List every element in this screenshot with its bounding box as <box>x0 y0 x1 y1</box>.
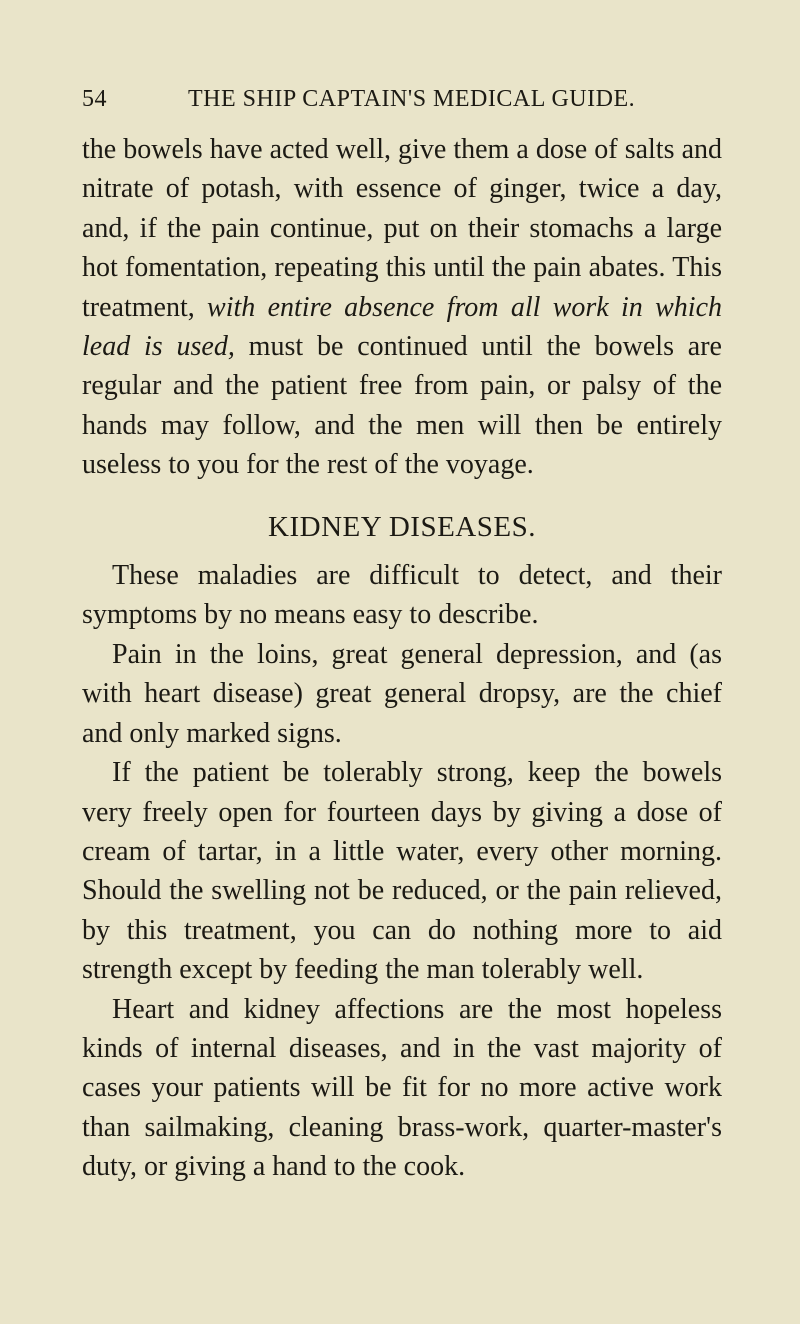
paragraph-text: the bowels have acted well, give them a dose of salts and nitrate of potash, with essence of ginger, twice a day, and, if the pain continue, put on their stomachs a large hot fomentation, repeating this until the pain abates. This treatment, <box>82 134 722 323</box>
italic-emphasis: with entire absence from all work in which lead is used, <box>82 291 722 363</box>
page-number: 54 <box>82 86 107 112</box>
running-head-title: THE SHIP CAPTAIN'S MEDICAL GUIDE. <box>188 86 636 112</box>
paragraph: If the patient be tolerably strong, keep the bowels very freely open for fourteen days by giving a dose of cream of tartar, in a little water, every other morning. Should the swelling not be reduced, or the pain relieved, by this treatment, you can do nothing more to aid strength except by feeding the man tolerably well. <box>82 757 722 986</box>
paragraph: Pain in the loins, great general depression, and (as with heart disease) great general dropsy, are the chief and only marked signs. <box>82 638 722 749</box>
body-text <box>82 130 722 1187</box>
paragraph: Heart and kidney affections are the most hopeless kinds of internal diseases, and in the vast majority of cases your patients will be fit for no more active work than sailmaking, cleaning brass-work, quarter-master's duty, or giving a hand to the cook. <box>82 993 722 1183</box>
paragraph: These maladies are difficult to detect, and their symptoms by no means easy to describe. <box>82 560 722 631</box>
running-head <box>82 86 722 116</box>
paragraph-text: must be continued until the bowels are regular and the patient free from pain, or palsy of the hands may follow, and the men will then be entirely useless to you for the rest of the voyage. <box>82 331 722 481</box>
section-heading: KIDNEY DISEASES. <box>268 510 536 543</box>
paragraph-continued <box>82 130 722 485</box>
